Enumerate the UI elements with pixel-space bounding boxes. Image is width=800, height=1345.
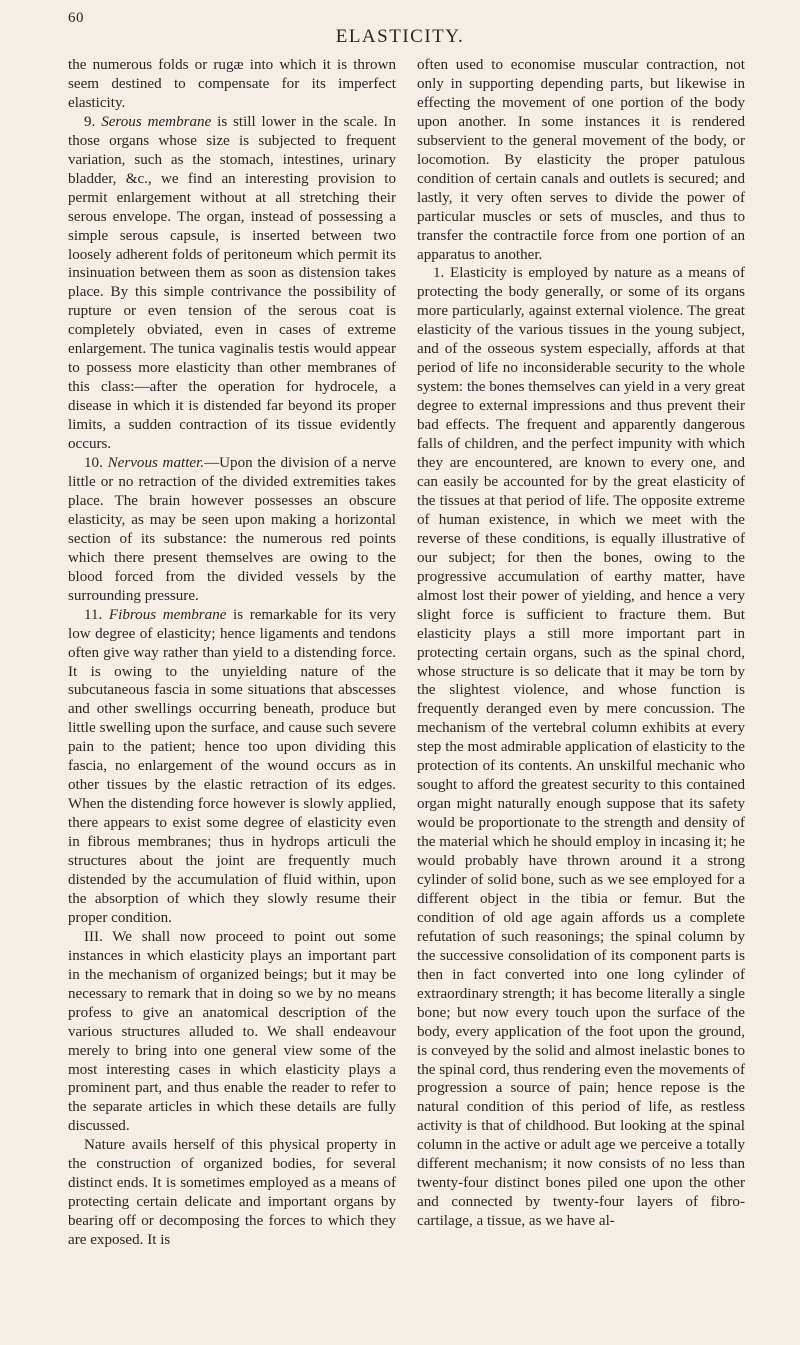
section-number: 11.	[84, 606, 103, 623]
paragraph-economise: often used to economise muscular contraction, not only in supporting depending parts, but likewise in effecting the movement of one portion of the body upon another. In some instances it is rendered subservient to the general movement of the body, or locomotion. By elasticity the proper patulous condition of certain canals and outlets is secured; and lastly, it very often serves to divide the power of particular muscles or sets of muscles, and thus to transfer the contractile force from one portion of an apparatus to another.	[417, 57, 745, 263]
paragraph-fibrous-membrane	[68, 606, 396, 928]
right-column	[417, 56, 745, 1231]
page-number: 60	[68, 10, 84, 26]
section-term: Fibrous membrane	[108, 606, 227, 623]
paragraph-serous-membrane	[68, 113, 396, 454]
left-column	[68, 56, 396, 1250]
section-text: —Upon the division of a nerve little or no retraction of the divided extremities takes place. The brain however possesses an obscure elasticity, as may be seen upon making a horizontal section of its substance: the numerous red points which there present themselves are owing to the blood forced from the divided vessels by the surrounding pressure.	[68, 455, 396, 604]
section-term: Serous membrane	[101, 113, 212, 130]
section-text: is still lower in the scale. In those organs whose size is subjected to frequent variation, such as the stomach, intestines, urinary bladder, &c., we find an interesting provision to permit enlargement without at all stretching their serous envelope. The organ, instead of possessing a simple serous capsule, is inserted between two loosely adherent folds of peritoneum which permit its insinuation between them as soon as distension takes place. By this simple contrivance the possibility of rupture or even tension of the serous coat is completely obviated, even in cases of extreme enlargement. The tunica vaginalis testis would appear to possess more elasticity than other membranes of this class:—after the operation for hydrocele, a disease in which it is distended far beyond its proper limits, a sudden contraction of its tissue evidently occurs.	[68, 113, 396, 453]
paragraph-nature-avails: Nature avails herself of this physical property in the construction of organized bodies, for several distinct ends. It is sometimes employed as a means of protecting certain delicate and important organs by bearing off or decomposing the forces to which they are exposed. It is	[68, 1137, 396, 1249]
running-title: ELASTICITY.	[335, 26, 465, 47]
paragraph-rugae: the numerous folds or rugæ into which it is thrown seem destined to compensate for its imperfect elasticity.	[68, 57, 396, 111]
paragraph-nervous-matter	[68, 454, 396, 606]
section-term: Nervous matter.	[107, 455, 205, 472]
paragraph-protection: 1. Elasticity is employed by nature as a means of protecting the body generally, or some of its organs more particularly, against external violence. The great elasticity of the various tissues in the young subject, and of the osseous system especially, affords at that period of life no inconsiderable security to the whole system: the bones themselves can yield in a very great degree to external impressions and thus prevent their bad effects. The frequent and apparently dangerous falls of children, and the perfect impunity with which they are encountered, are known to every one, and can easily be accounted for by the great elasticity of the tissues at that period of life. The opposite extreme of human existence, in which we meet with the reverse of these conditions, is equally illustrative of our subject; for then the bones, owing to the progressive accumulation of earthy matter, have almost lost their power of yielding, and hence a very slight force is sufficient to fracture them. But elasticity plays a still more important part in protecting certain organs, such as the spinal chord, whose structure is so delicate that it may be torn by the slightest violence, and whose function is frequently deranged even by mere concussion. The mechanism of the vertebral column exhibits at every step the most admirable application of elasticity to the protection of its contents. An unskilful mechanic who sought to afford the greatest security to this contained organ might naturally enough suppose that its safety would be proportionate to the strength and density of the material which he should employ in incasing it; he would probably have thrown around it a strong cylinder of solid bone, such as we see employed for a different object in the tibia or femur. But the condition of old age again affords us a complete refutation of such reasonings; the spinal column by the successive consolidation of its component parts is then in fact converted into one long cylinder of extraordinary strength; it has become literally a single bone; but now every touch upon the surface of the body, every application of the foot upon the ground, is conveyed by the solid and almost inelastic bones to the spinal cord, thus rendering even the movements of progression a source of pain; hence repose is the natural condition of this period of life, as restless activity is that of childhood. But looking at the spinal column in the active or adult age we perceive a totally different mechanism; it now consists of no less than twenty-four distinct bones piled one upon the other and connected by twenty-four layers of fibro-cartilage, a tissue, as we have al-	[417, 265, 745, 1230]
paragraph-section-iii: III. We shall now proceed to point out some instances in which elasticity plays an important part in the mechanism of organized beings; but it may be necessary to remark that in doing so we by no means profess to give an anatomical description of the various structures alluded to. We shall endeavour merely to bring into one general view some of the most interesting cases in which elasticity plays a prominent part, and thus enable the reader to refer to the separate articles in which these details are fully discussed.	[68, 928, 396, 1135]
section-number: 9.	[84, 113, 96, 130]
section-text: is remarkable for its very low degree of elasticity; hence ligaments and tendons often give way rather than yield to a distending force. It is owing to the unyielding nature of the subcutaneous fascia in some situations that abscesses and other swellings occurring beneath, produce but little swelling upon the surface, and cause such severe pain to the patient; hence too upon dividing this fascia, no enlargement of the wound occurs as in other tissues by the elastic retraction of its edges. When the distending force however is slowly applied, there appears to exist some degree of elasticity even in fibrous membranes; thus in hydrops articuli the structures about the joint are frequently much distended by the accumulation of fluid within, upon the absorption of which they slowly resume their proper condition.	[68, 606, 396, 926]
section-number: 10.	[84, 455, 103, 472]
